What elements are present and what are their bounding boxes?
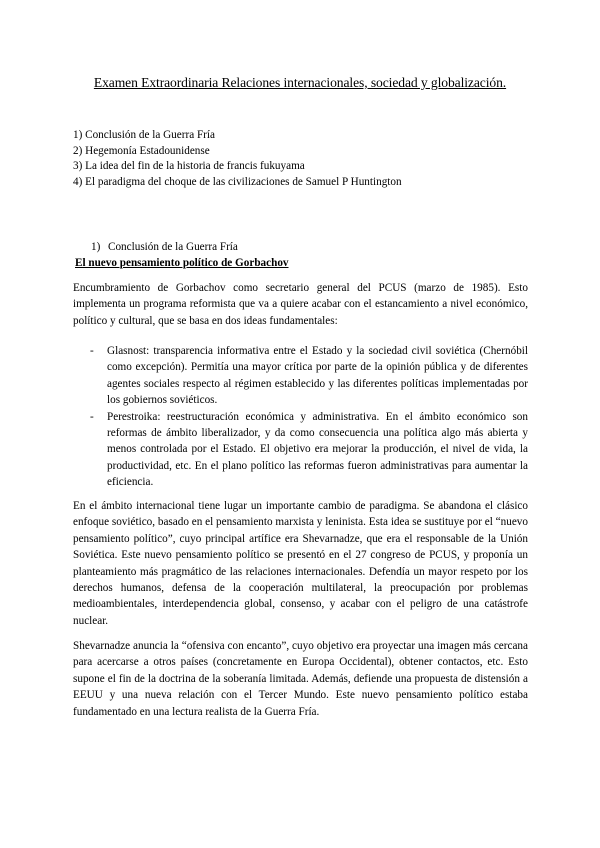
section-subheading: El nuevo pensamiento político de Gorbachov — [75, 257, 289, 269]
paragraph-shevarnadze: Shevarnadze anuncia la “ofensiva con encanto”, cuyo objetivo era proyectar una imagen más cercana para acercarse a otros países (concretamente en Europa Occidental), obtener contactos, etc. Esto supone el fin de la doctrina de la soberanía limitada. Además, defiende una propuesta de distensión a EEUU y una nueva relación con el Tercer Mundo. Este nuevo pensamiento político estaba fundamentado en una lectura realista de la Guerra Fría. — [73, 640, 528, 718]
bullet-text: Perestroika: reestructuración económica y administrativa. En el ámbito económico son reformas de ámbito liberalizador, y da como consecuencia una política algo más abierta y menos controlada por el Estado. El objetivo era mejorar la producción, el nivel de vida, la productividad, etc. En el plano político las reformas fueron administrativas para aumentar la eficiencia. — [107, 410, 528, 489]
toc-item: 1) Conclusión de la Guerra Fría — [73, 129, 215, 141]
bullet-text: Glasnost: transparencia informativa entre el Estado y la sociedad civil soviética (Chernóbil como excepción). Permitía una mayor crítica por parte de la opinión pública y de diferentes agentes sociales respecto al régimen establecido y las diferentes políticas implementadas por los gobiernos soviéticos. — [107, 345, 528, 407]
table-of-contents — [73, 128, 402, 190]
section-heading-text: Conclusión de la Guerra Fría — [108, 241, 238, 253]
toc-item: 4) El paradigma del choque de las civilizaciones de Samuel P Huntington — [73, 175, 402, 188]
toc-item: 2) Hegemonía Estadounidense — [73, 144, 210, 157]
paragraph-international: En el ámbito internacional tiene lugar un importante cambio de paradigma. Se abandona el clásico enfoque soviético, basado en el pensamiento marxista y leninista. Esta idea se sustituye por el “nuevo pensamiento político”, cuyo principal artífice era Shevarnadze, que era el responsable de la Unión Soviética. Este nuevo pensamiento político se presentó en el 27 congreso de PCUS, y proponía un planteamiento más pragmático de las relaciones internacionales. Defendía un mayor respeto por los derechos humanos, defensa de la cooperación multilateral, la preocupación por problemas medioambientales, interdependencia global, consenso, y acabar con el peligro de una catástrofe nuclear. — [73, 500, 528, 627]
bullet-dash: - — [90, 410, 94, 423]
bullet-dash: - — [90, 345, 94, 357]
document-title: Examen Extraordinaria Relaciones internacionales, sociedad y globalización. — [93, 75, 507, 90]
bullet-item-perestroika — [73, 409, 528, 491]
toc-item: 3) La idea del fin de la historia de francis fukuyama — [73, 160, 305, 173]
paragraph-intro: Encumbramiento de Gorbachov como secretario general del PCUS (marzo de 1985). Esto implementa un programa reformista que va a quiere acabar con el estancamiento a nivel económico, político y cultural, que se basa en dos ideas fundamentales: — [73, 282, 528, 327]
bullet-list — [73, 343, 528, 491]
section-heading — [91, 240, 238, 255]
bullet-item-glasnost — [73, 343, 528, 409]
section-number: 1) — [91, 241, 101, 253]
